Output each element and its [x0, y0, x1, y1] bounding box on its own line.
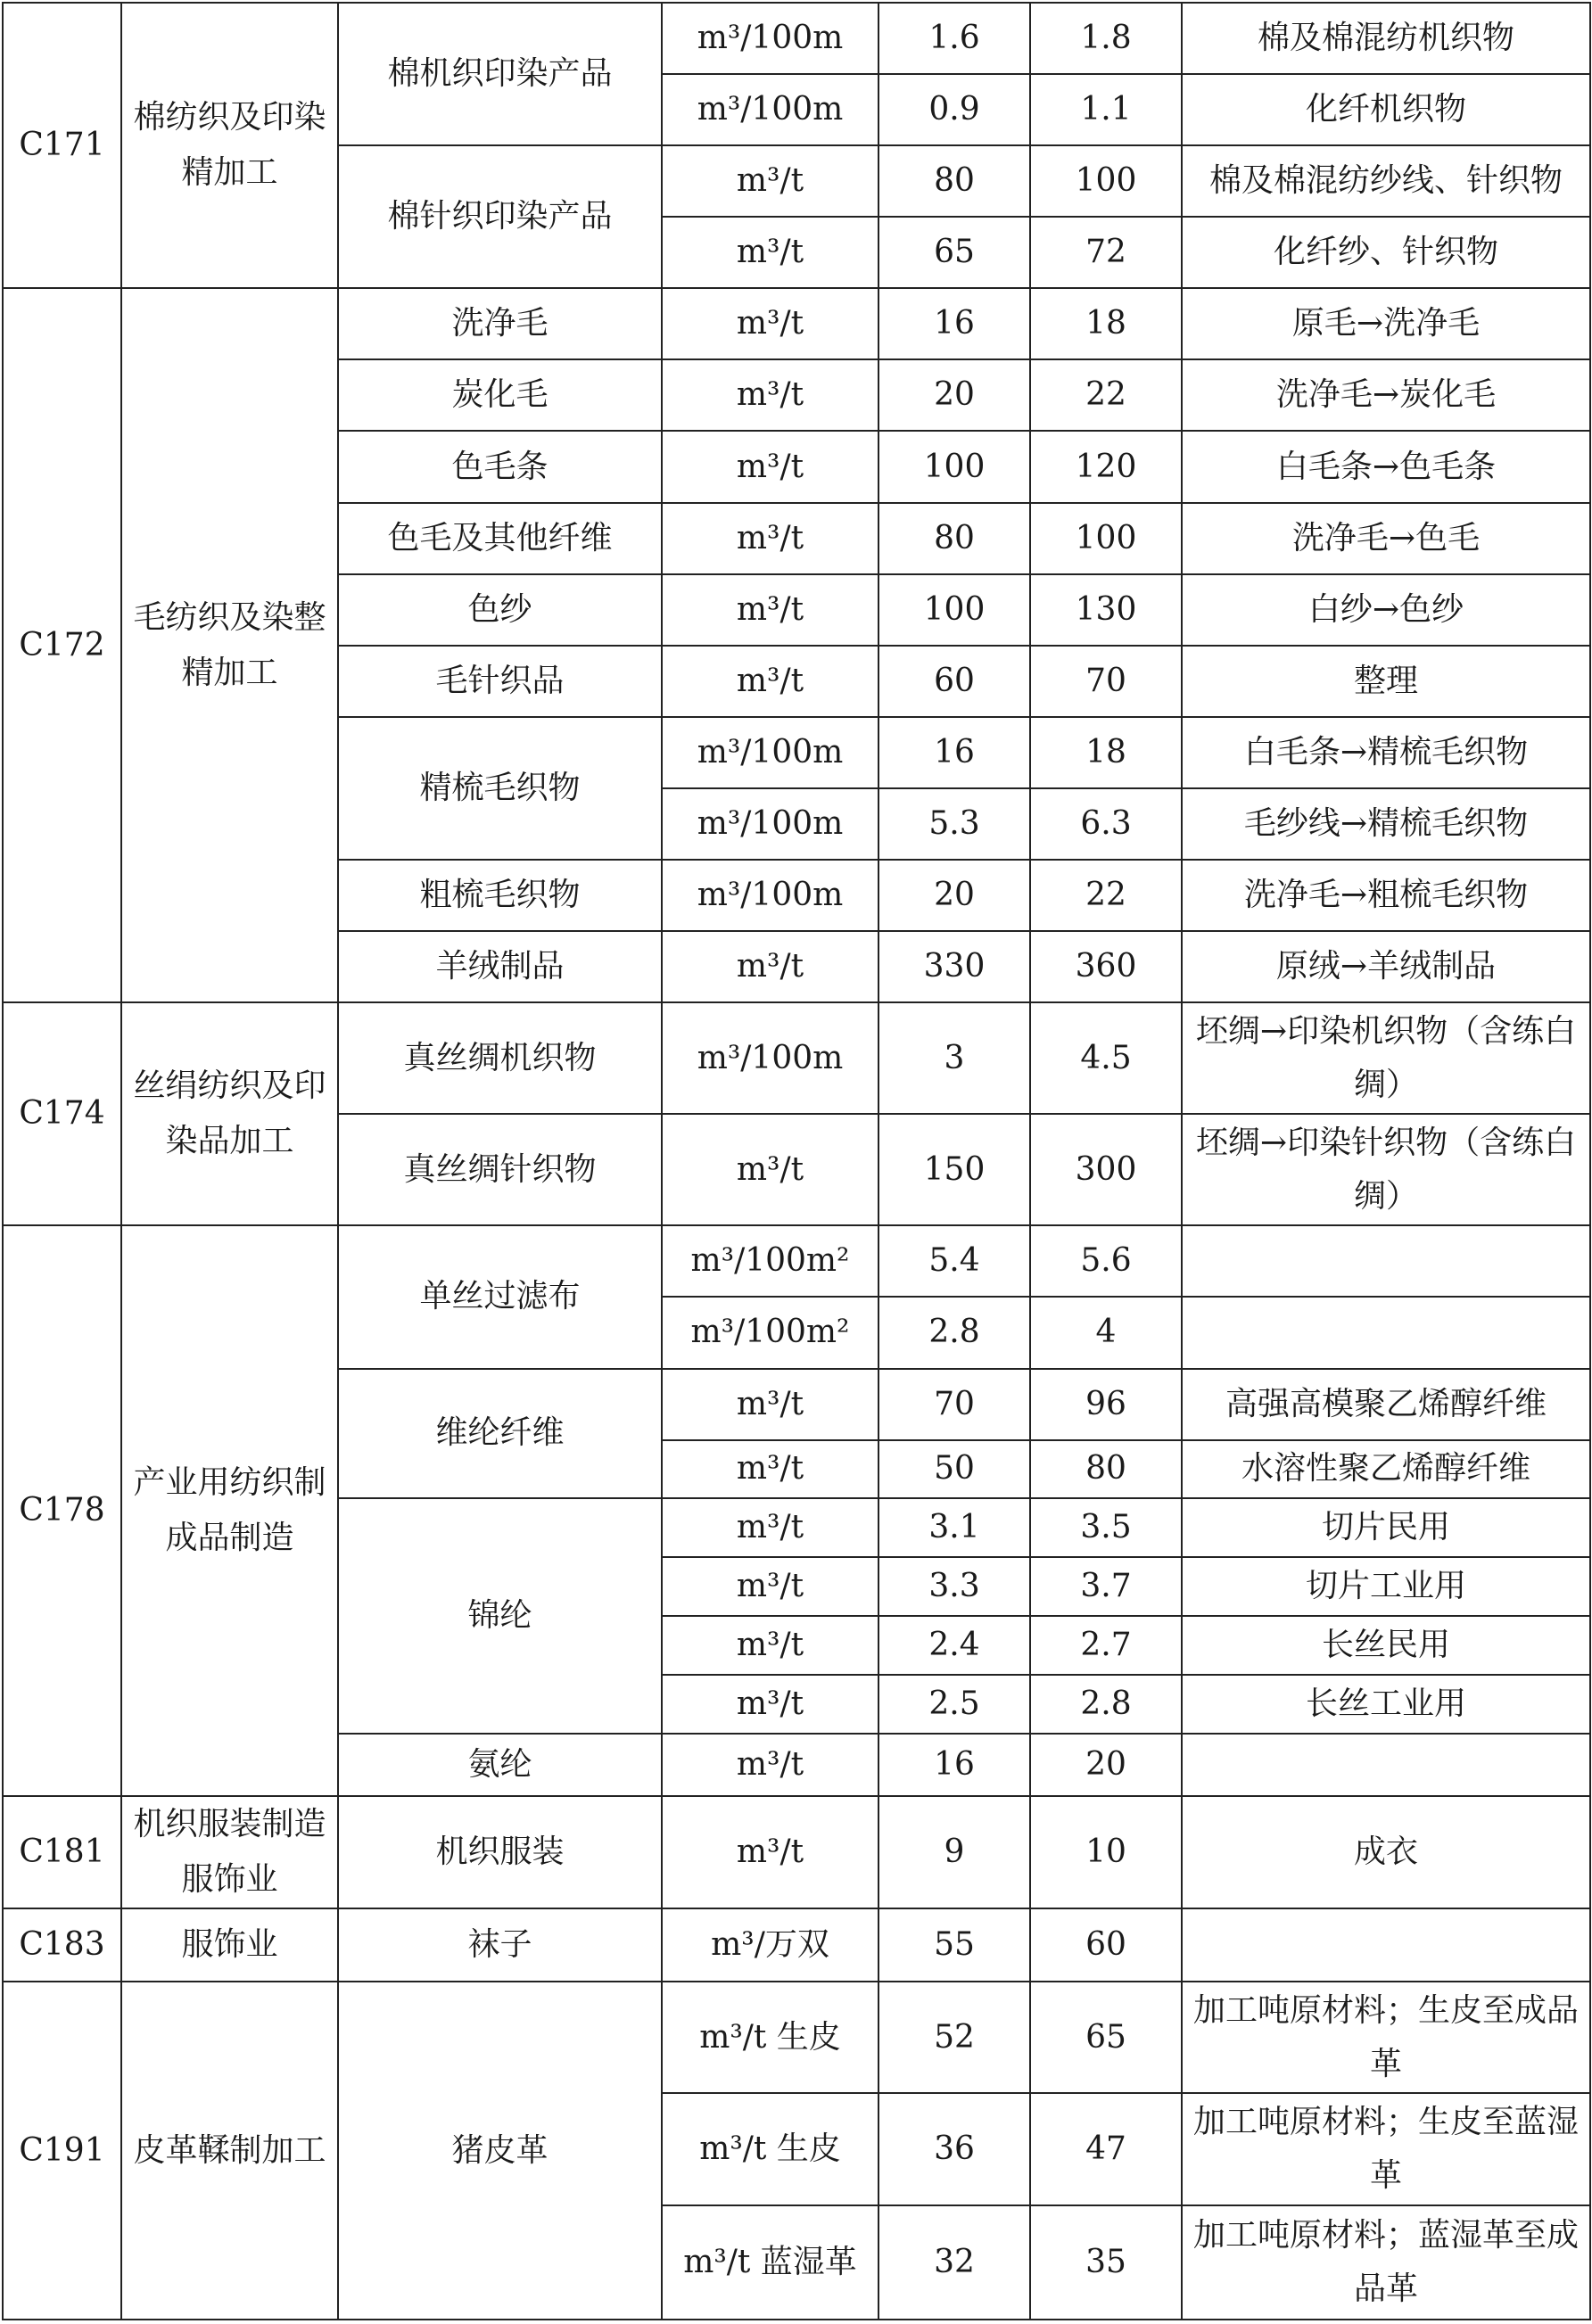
note-cell: 长丝民用 [1182, 1616, 1590, 1675]
value-cell: 3.3 [878, 1557, 1030, 1616]
product-cell: 猪皮革 [338, 1982, 662, 2320]
value-cell: 65 [1030, 1982, 1182, 2093]
value-cell: 5.3 [878, 788, 1030, 860]
note-cell: 高强高模聚乙烯醇纤维 [1182, 1369, 1590, 1440]
unit-cell: m³/万双 [662, 1908, 878, 1982]
value-cell: 96 [1030, 1369, 1182, 1440]
unit-cell: m³/t 生皮 [662, 1982, 878, 2093]
unit-cell: m³/t [662, 574, 878, 646]
value-cell: 20 [878, 359, 1030, 431]
unit-cell: m³/100m [662, 788, 878, 860]
value-cell: 1.8 [1030, 3, 1182, 74]
table-row [3, 1225, 1590, 1297]
note-cell: 坯绸→印染机织物（含练白绸） [1182, 1002, 1590, 1114]
value-cell: 18 [1030, 717, 1182, 788]
value-cell: 3.5 [1030, 1498, 1182, 1557]
unit-cell: m³/100m [662, 3, 878, 74]
note-cell: 原绒→羊绒制品 [1182, 931, 1590, 1002]
industry-cell: 丝绢纺织及印染品加工 [121, 1002, 338, 1225]
unit-cell: m³/t 生皮 [662, 2093, 878, 2205]
product-cell: 氨纶 [338, 1734, 662, 1796]
product-cell: 毛针织品 [338, 646, 662, 717]
note-cell [1182, 1297, 1590, 1368]
value-cell: 1.1 [1030, 74, 1182, 145]
product-cell: 炭化毛 [338, 359, 662, 431]
unit-cell: m³/100m² [662, 1225, 878, 1297]
value-cell: 9 [878, 1796, 1030, 1908]
note-cell: 长丝工业用 [1182, 1675, 1590, 1734]
code-cell: C171 [3, 3, 121, 288]
value-cell: 70 [878, 1369, 1030, 1440]
value-cell: 16 [878, 288, 1030, 359]
unit-cell: m³/t [662, 931, 878, 1002]
product-cell: 精梳毛织物 [338, 717, 662, 860]
product-cell: 棉针织印染产品 [338, 145, 662, 288]
note-cell [1182, 1225, 1590, 1297]
note-cell: 化纤纱、针织物 [1182, 217, 1590, 288]
value-cell: 3 [878, 1002, 1030, 1114]
note-cell: 切片民用 [1182, 1498, 1590, 1557]
note-cell: 整理 [1182, 646, 1590, 717]
unit-cell: m³/t [662, 1498, 878, 1557]
unit-cell: m³/t [662, 217, 878, 288]
unit-cell: m³/t [662, 1114, 878, 1225]
unit-cell: m³/t [662, 1734, 878, 1796]
value-cell: 20 [1030, 1734, 1182, 1796]
value-cell: 4.5 [1030, 1002, 1182, 1114]
product-cell: 维纶纤维 [338, 1369, 662, 1498]
note-cell [1182, 1734, 1590, 1796]
note-cell: 洗净毛→粗梳毛织物 [1182, 860, 1590, 931]
water-quota-table [2, 2, 1591, 2320]
unit-cell: m³/t [662, 359, 878, 431]
value-cell: 52 [878, 1982, 1030, 2093]
product-cell: 棉机织印染产品 [338, 3, 662, 145]
value-cell: 100 [878, 574, 1030, 646]
code-cell: C172 [3, 288, 121, 1002]
unit-cell: m³/t 蓝湿革 [662, 2205, 878, 2320]
value-cell: 120 [1030, 431, 1182, 502]
value-cell: 2.8 [1030, 1675, 1182, 1734]
unit-cell: m³/t [662, 503, 878, 574]
note-cell: 加工吨原材料；生皮至成品革 [1182, 1982, 1590, 2093]
industry-cell: 产业用纺织制成品制造 [121, 1225, 338, 1796]
table-row [3, 288, 1590, 359]
unit-cell: m³/t [662, 145, 878, 217]
unit-cell: m³/100m² [662, 1297, 878, 1368]
value-cell: 47 [1030, 2093, 1182, 2205]
value-cell: 22 [1030, 359, 1182, 431]
product-cell: 色纱 [338, 574, 662, 646]
note-cell: 洗净毛→色毛 [1182, 503, 1590, 574]
table-row [3, 3, 1590, 74]
unit-cell: m³/t [662, 1440, 878, 1498]
value-cell: 360 [1030, 931, 1182, 1002]
note-cell: 毛纱线→精梳毛织物 [1182, 788, 1590, 860]
value-cell: 80 [878, 145, 1030, 217]
value-cell: 18 [1030, 288, 1182, 359]
value-cell: 4 [1030, 1297, 1182, 1368]
industry-cell: 棉纺织及印染精加工 [121, 3, 338, 288]
product-cell: 羊绒制品 [338, 931, 662, 1002]
value-cell: 6.3 [1030, 788, 1182, 860]
product-cell: 洗净毛 [338, 288, 662, 359]
value-cell: 2.8 [878, 1297, 1030, 1368]
note-cell: 棉及棉混纺机织物 [1182, 3, 1590, 74]
product-cell: 真丝绸机织物 [338, 1002, 662, 1114]
industry-cell: 毛纺织及染整精加工 [121, 288, 338, 1002]
note-cell: 成衣 [1182, 1796, 1590, 1908]
note-cell: 白毛条→精梳毛织物 [1182, 717, 1590, 788]
value-cell: 50 [878, 1440, 1030, 1498]
industry-cell: 服饰业 [121, 1908, 338, 1982]
table-row [3, 1982, 1590, 2093]
note-cell: 切片工业用 [1182, 1557, 1590, 1616]
value-cell: 300 [1030, 1114, 1182, 1225]
note-cell: 水溶性聚乙烯醇纤维 [1182, 1440, 1590, 1498]
unit-cell: m³/t [662, 1557, 878, 1616]
unit-cell: m³/t [662, 1369, 878, 1440]
value-cell: 55 [878, 1908, 1030, 1982]
unit-cell: m³/t [662, 1675, 878, 1734]
value-cell: 130 [1030, 574, 1182, 646]
unit-cell: m³/t [662, 288, 878, 359]
value-cell: 3.1 [878, 1498, 1030, 1557]
product-cell: 粗梳毛织物 [338, 860, 662, 931]
unit-cell: m³/100m [662, 1002, 878, 1114]
value-cell: 150 [878, 1114, 1030, 1225]
value-cell: 72 [1030, 217, 1182, 288]
value-cell: 32 [878, 2205, 1030, 2320]
value-cell: 35 [1030, 2205, 1182, 2320]
value-cell: 10 [1030, 1796, 1182, 1908]
unit-cell: m³/100m [662, 74, 878, 145]
value-cell: 2.7 [1030, 1616, 1182, 1675]
code-cell: C178 [3, 1225, 121, 1796]
value-cell: 5.4 [878, 1225, 1030, 1297]
value-cell: 60 [878, 646, 1030, 717]
product-cell: 色毛条 [338, 431, 662, 502]
note-cell: 坯绸→印染针织物（含练白绸） [1182, 1114, 1590, 1225]
value-cell: 80 [1030, 1440, 1182, 1498]
unit-cell: m³/t [662, 1796, 878, 1908]
value-cell: 70 [1030, 646, 1182, 717]
note-cell: 棉及棉混纺纱线、针织物 [1182, 145, 1590, 217]
industry-cell: 皮革鞣制加工 [121, 1982, 338, 2320]
table-row [3, 1908, 1590, 1982]
note-cell [1182, 1908, 1590, 1982]
value-cell: 65 [878, 217, 1030, 288]
note-cell: 加工吨原材料；蓝湿革至成品革 [1182, 2205, 1590, 2320]
product-cell: 锦纶 [338, 1498, 662, 1734]
value-cell: 100 [1030, 145, 1182, 217]
code-cell: C183 [3, 1908, 121, 1982]
value-cell: 3.7 [1030, 1557, 1182, 1616]
unit-cell: m³/100m [662, 860, 878, 931]
product-cell: 袜子 [338, 1908, 662, 1982]
note-cell: 加工吨原材料；生皮至蓝湿革 [1182, 2093, 1590, 2205]
value-cell: 20 [878, 860, 1030, 931]
product-cell: 真丝绸针织物 [338, 1114, 662, 1225]
note-cell: 白毛条→色毛条 [1182, 431, 1590, 502]
value-cell: 0.9 [878, 74, 1030, 145]
value-cell: 36 [878, 2093, 1030, 2205]
value-cell: 1.6 [878, 3, 1030, 74]
code-cell: C174 [3, 1002, 121, 1225]
product-cell: 色毛及其他纤维 [338, 503, 662, 574]
note-cell: 化纤机织物 [1182, 74, 1590, 145]
unit-cell: m³/t [662, 646, 878, 717]
note-cell: 洗净毛→炭化毛 [1182, 359, 1590, 431]
value-cell: 16 [878, 1734, 1030, 1796]
code-cell: C191 [3, 1982, 121, 2320]
table-row [3, 1002, 1590, 1114]
value-cell: 100 [878, 431, 1030, 502]
code-cell: C181 [3, 1796, 121, 1908]
value-cell: 2.5 [878, 1675, 1030, 1734]
value-cell: 2.4 [878, 1616, 1030, 1675]
unit-cell: m³/t [662, 431, 878, 502]
value-cell: 22 [1030, 860, 1182, 931]
value-cell: 80 [878, 503, 1030, 574]
industry-cell: 机织服装制造服饰业 [121, 1796, 338, 1908]
note-cell: 原毛→洗净毛 [1182, 288, 1590, 359]
unit-cell: m³/t [662, 1616, 878, 1675]
value-cell: 100 [1030, 503, 1182, 574]
table-row [3, 1796, 1590, 1908]
unit-cell: m³/100m [662, 717, 878, 788]
product-cell: 机织服装 [338, 1796, 662, 1908]
value-cell: 5.6 [1030, 1225, 1182, 1297]
value-cell: 60 [1030, 1908, 1182, 1982]
value-cell: 16 [878, 717, 1030, 788]
product-cell: 单丝过滤布 [338, 1225, 662, 1368]
value-cell: 330 [878, 931, 1030, 1002]
note-cell: 白纱→色纱 [1182, 574, 1590, 646]
